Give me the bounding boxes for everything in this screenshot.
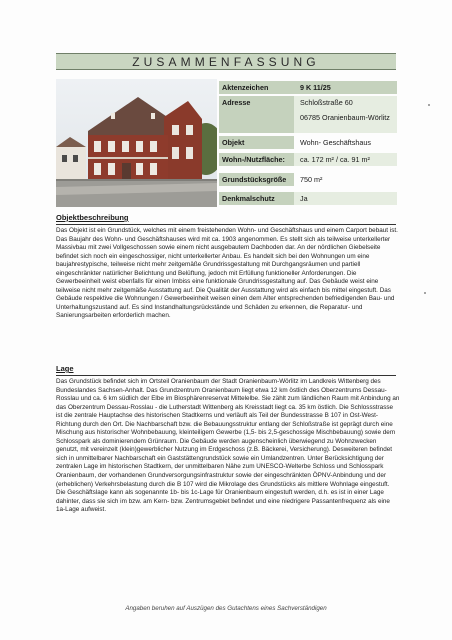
fact-label: Adresse (219, 96, 294, 133)
objektbeschreibung-text (56, 227, 400, 321)
fact-value: Wohn- Geschäftshaus (300, 138, 371, 147)
fact-value: ca. 172 m² / ca. 91 m² (294, 153, 397, 166)
section-heading-objektbeschreibung: Objektbeschreibung (56, 213, 129, 222)
fact-label: Wohn-/Nutzfläche: (219, 153, 294, 166)
fact-label: Grundstücksgröße (219, 173, 294, 186)
address-city: 06785 Oranienbaum-Wörlitz (300, 113, 390, 122)
section-divider (56, 224, 396, 225)
scan-dot (428, 104, 430, 106)
lage-text (56, 378, 400, 515)
paragraph: Das Grundstück befindet sich im Ortsteil Oranienbaum der Stadt Oranienbaum-Wörlitz im Landkreis Wittenberg des Bundeslandes Sachsen-Anhalt. Das Grundzentrum Oranienbaum liegt etwa 12 km östlich des Oberzentrums Dessau-Rosslau und ca. 6 km südlich der Elbe im Biosphärenreservat Mittelelbe. Sie zählt zum ländlichen Raum mit Anbindung an das Oberzentrum Dessau-Rosslau - die Lutherstadt Wittenberg als Kreisstadt liegt ca. 35 km östlich. Die Schlossstrasse ist die zentrale Hauptachse des historischen Stadtkerns und verläuft als Teil der Bundesstrasse B 107 in Ost-West-Richtung durch den Ort. Die Nachbarschaft bzw. die Bebauungsstruktur entlang der Schloßstraße ist geprägt durch eine Mischung aus historischer Wohnbebauung, kleinteiligem Gewerbe (1,5- bis 2,5-geschossige Mischbebauung) sowie dem Schlosspark als dominierendem Grünraum. Die Gebäude werden augenscheinlich überwiegend zu Wohnzwecken genutzt, mit vereinzelt (klein)gewerblicher Nutzung im Erdgeschoss (z.B. Bäckerei, Versicherung). Desweiteren befindet sich in unmittelbarer Nachbarschaft ein Gaststättengrundstück sowie ein Umlandzentren. Unter Berücksichtigung der zentralen Lage im historischen Stadtkern, der unmittelbaren Nähe zum UNESCO-Welterbe Schloss und Schlosspark Oranienbaum, der vorhandenen Grundversorgungsinfrastruktur sowie der eingeschränkten ÖPNV-Anbindung und der (erheblichen) Verkehrsbelastung durch die B 107 wird die Mikrolage des Grundstücks als mittlere Wohnlage eingestuft. Die Geschäftslage kann als sogenannte 1b- bis 1c-Lage für Oranienbaum eingestuft werden, d.h. es ist in einer Lage dahinter, dass sie sich im bzw. am Kern- bzw. Zentrumsgebiet befindet und eine niedrigere Passantenfrequenz als eine 1a-Lage aufweist. (56, 378, 400, 514)
fact-label: Denkmalschutz (219, 192, 294, 205)
paragraph: Das Objekt ist ein Grundstück, welches mit einem freistehenden Wohn- und Geschäftshaus und einem Carport bebaut ist. Das Baujahr des Wohn- und Geschäftshauses wird mit ca. 1903 angenommen. Es stellt sich als teilweise unterkellerter Massivbau mit zwei Vollgeschossen sowie einem nicht ausgebautem Dachboden dar. An der nördlichen Giebelseite befindet sich noch ein eingeschossiger, nicht unterkellerter Anbau. Es handelt sich bei den Wohnungen um eine baujahrestypische, teilweise nicht mehr zeitgemäße Grundrissgestaltung mit Durchgangsräumen und partiell eingeschränkter natürlicher Belichtung und Belüftung, jedoch mit Erfüllung funktioneller Anforderungen. Die Gewerbeeinheit weist ebenfalls für einen Imbiss eine funktionale Grundrissgestaltung auf. Das Gebäude weist eine teilweise nicht mehr zeitgemäße Ausstattung auf. Die Qualität der Ausstattung wird als einfach bis mittel eingestuft. Das Gebäude respektive die Wohnungen / Gewerbeeinheit weisen einen dem Alter entsprechenden befriedigenden Bau- und Unterhaltungszustand auf. Es sind Instandhaltungsrückstände und Schäden zu erkennen, die Reparatur- und Sanierungsarbeiten erforderlich machen. (56, 227, 398, 320)
fact-value: Ja (294, 192, 397, 205)
page-title: ZUSAMMENFASSUNG (132, 54, 320, 69)
fact-row-aktenzeichen (219, 81, 397, 94)
fact-row-adresse (219, 96, 397, 133)
building-photo-icon (56, 79, 217, 207)
fact-label: Objekt (219, 136, 294, 149)
scan-dot (424, 292, 426, 294)
fact-row-nutzflaeche (219, 153, 397, 166)
section-heading-lage: Lage (56, 364, 74, 373)
fact-row-denkmalschutz (219, 192, 397, 205)
fact-value: 750 m² (300, 175, 323, 184)
fact-row-grundstueck (219, 173, 397, 186)
section-divider (56, 375, 396, 376)
title-banner (56, 53, 396, 70)
address-street: Schloßstraße 60 (300, 98, 353, 107)
footer-note: Angaben beruhen auf Auszügen des Gutachtens eines Sachverständigen (125, 605, 327, 612)
fact-value: 9 K 11/25 (294, 81, 397, 94)
fact-row-objekt (219, 136, 397, 149)
fact-label: Aktenzeichen (219, 81, 294, 94)
fact-value (294, 96, 397, 133)
building-photo (56, 79, 217, 207)
